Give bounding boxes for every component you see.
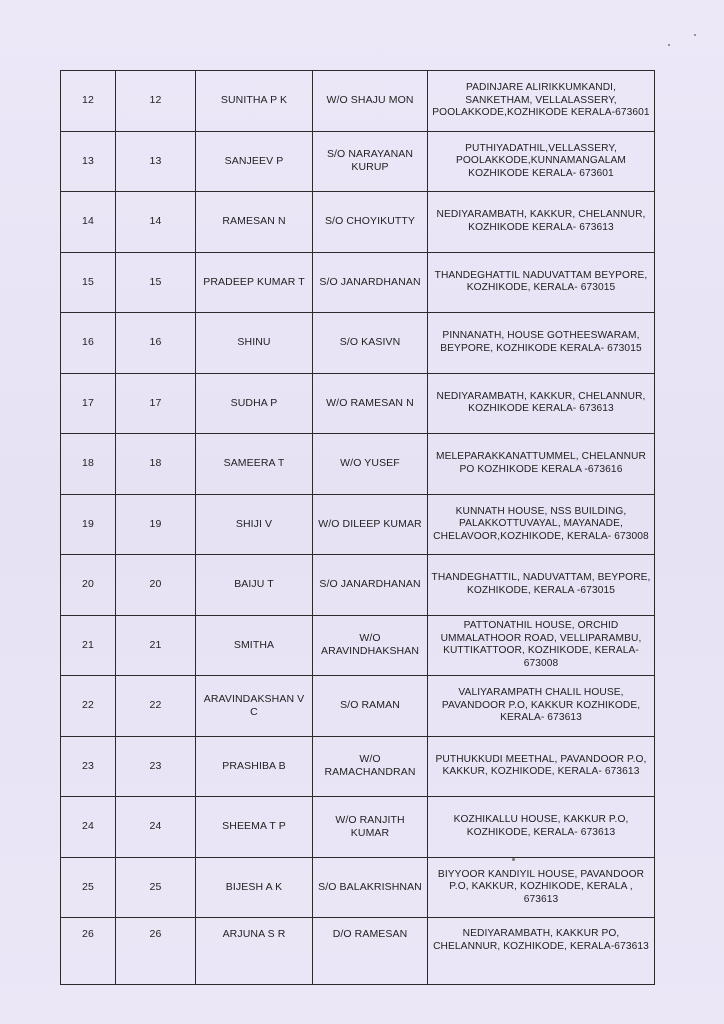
list-number: 15 xyxy=(116,252,196,313)
list-number: 18 xyxy=(116,434,196,495)
address: VALIYARAMPATH CHALIL HOUSE, PAVANDOOR P.O, KAKKUR KOZHIKODE, KERALA- 673613 xyxy=(428,676,655,737)
relation: S/O JANARDHANAN xyxy=(313,555,428,616)
serial-number: 18 xyxy=(61,434,116,495)
serial-number: 13 xyxy=(61,131,116,192)
serial-number: 16 xyxy=(61,313,116,374)
relation: S/O CHOYIKUTTY xyxy=(313,192,428,253)
address: BIYYOOR KANDIYIL HOUSE, PAVANDOOR P.O, KAKKUR, KOZHIKODE, KERALA , 673613 xyxy=(428,857,655,918)
address: PADINJARE ALIRIKKUMKANDI, SANKETHAM, VELLALASSERY, POOLAKKODE,KOZHIKODE KERALA-673601 xyxy=(428,71,655,132)
table-row xyxy=(61,434,655,495)
table-row xyxy=(61,918,655,985)
table-row xyxy=(61,71,655,132)
serial-number: 19 xyxy=(61,494,116,555)
person-name: RAMESAN N xyxy=(196,192,313,253)
table-row xyxy=(61,676,655,737)
list-number: 25 xyxy=(116,857,196,918)
list-number: 22 xyxy=(116,676,196,737)
serial-number: 15 xyxy=(61,252,116,313)
table-row xyxy=(61,313,655,374)
serial-number: 12 xyxy=(61,71,116,132)
person-name: SUDHA P xyxy=(196,373,313,434)
serial-number: 20 xyxy=(61,555,116,616)
serial-number: 22 xyxy=(61,676,116,737)
relation: W/O DILEEP KUMAR xyxy=(313,494,428,555)
relation: W/O RAMESAN N xyxy=(313,373,428,434)
person-name: SAMEERA T xyxy=(196,434,313,495)
table-row xyxy=(61,252,655,313)
address: KUNNATH HOUSE, NSS BUILDING, PALAKKOTTUVAYAL, MAYANADE, CHELAVOOR,KOZHIKODE, KERALA- 673008 xyxy=(428,494,655,555)
address: THANDEGHATTIL, NADUVATTAM, BEYPORE, KOZHIKODE, KERALA -673015 xyxy=(428,555,655,616)
person-name: BIJESH A K xyxy=(196,857,313,918)
address: KOZHIKALLU HOUSE, KAKKUR P.O, KOZHIKODE, KERALA- 673613 xyxy=(428,797,655,858)
table-row xyxy=(61,192,655,253)
person-name: SUNITHA P K xyxy=(196,71,313,132)
relation: W/O ARAVINDHAKSHAN xyxy=(313,615,428,676)
serial-number: 23 xyxy=(61,736,116,797)
person-name: SANJEEV P xyxy=(196,131,313,192)
address: NEDIYARAMBATH, KAKKUR, CHELANNUR, KOZHIKODE KERALA- 673613 xyxy=(428,373,655,434)
relation: S/O BALAKRISHNAN xyxy=(313,857,428,918)
relation: S/O RAMAN xyxy=(313,676,428,737)
relation: S/O KASIVN xyxy=(313,313,428,374)
address: NEDIYARAMBATH, KAKKUR, CHELANNUR, KOZHIKODE KERALA- 673613 xyxy=(428,192,655,253)
list-number: 20 xyxy=(116,555,196,616)
relation: W/O SHAJU MON xyxy=(313,71,428,132)
person-name: SHEEMA T P xyxy=(196,797,313,858)
list-number: 14 xyxy=(116,192,196,253)
address: PUTHIYADATHIL,VELLASSERY, POOLAKKODE,KUNNAMANGALAM KOZHIKODE KERALA- 673601 xyxy=(428,131,655,192)
table-row xyxy=(61,857,655,918)
table-row xyxy=(61,736,655,797)
table-row xyxy=(61,615,655,676)
list-number: 16 xyxy=(116,313,196,374)
list-number: 17 xyxy=(116,373,196,434)
relation: S/O NARAYANAN KURUP xyxy=(313,131,428,192)
serial-number: 17 xyxy=(61,373,116,434)
serial-number: 21 xyxy=(61,615,116,676)
address: THANDEGHATTIL NADUVATTAM BEYPORE, KOZHIKODE, KERALA- 673015 xyxy=(428,252,655,313)
table-row xyxy=(61,131,655,192)
table-row xyxy=(61,494,655,555)
relation: W/O YUSEF xyxy=(313,434,428,495)
table-row xyxy=(61,373,655,434)
relation: S/O JANARDHANAN xyxy=(313,252,428,313)
address: PUTHUKKUDI MEETHAL, PAVANDOOR P.O, KAKKUR, KOZHIKODE, KERALA- 673613 xyxy=(428,736,655,797)
list-number: 23 xyxy=(116,736,196,797)
beneficiary-table xyxy=(60,70,655,985)
relation: D/O RAMESAN xyxy=(313,918,428,985)
person-name: ARJUNA S R xyxy=(196,918,313,985)
address: PATTONATHIL HOUSE, ORCHID UMMALATHOOR ROAD, VELLIPARAMBU, KUTTIKATTOOR, KOZHIKODE, KERALA-673008 xyxy=(428,615,655,676)
address: MELEPARAKKANATTUMMEL, CHELANNUR PO KOZHIKODE KERALA -673616 xyxy=(428,434,655,495)
scan-speck xyxy=(694,34,696,36)
address: PINNANATH, HOUSE GOTHEESWARAM, BEYPORE, KOZHIKODE KERALA- 673015 xyxy=(428,313,655,374)
person-name: ARAVINDAKSHAN V C xyxy=(196,676,313,737)
serial-number: 25 xyxy=(61,857,116,918)
list-number: 26 xyxy=(116,918,196,985)
list-number: 19 xyxy=(116,494,196,555)
person-name: SHINU xyxy=(196,313,313,374)
serial-number: 14 xyxy=(61,192,116,253)
person-name: PRADEEP KUMAR T xyxy=(196,252,313,313)
list-number: 24 xyxy=(116,797,196,858)
relation: W/O RANJITH KUMAR xyxy=(313,797,428,858)
address: NEDIYARAMBATH, KAKKUR PO, CHELANNUR, KOZHIKODE, KERALA-673613 xyxy=(428,918,655,985)
table-row xyxy=(61,555,655,616)
scan-speck xyxy=(668,44,670,46)
list-number: 21 xyxy=(116,615,196,676)
person-name: BAIJU T xyxy=(196,555,313,616)
relation: W/O RAMACHANDRAN xyxy=(313,736,428,797)
table-row xyxy=(61,797,655,858)
serial-number: 24 xyxy=(61,797,116,858)
person-name: SMITHA xyxy=(196,615,313,676)
person-name: SHIJI V xyxy=(196,494,313,555)
table-body xyxy=(61,71,655,985)
person-name: PRASHIBA B xyxy=(196,736,313,797)
list-number: 12 xyxy=(116,71,196,132)
list-number: 13 xyxy=(116,131,196,192)
serial-number: 26 xyxy=(61,918,116,985)
